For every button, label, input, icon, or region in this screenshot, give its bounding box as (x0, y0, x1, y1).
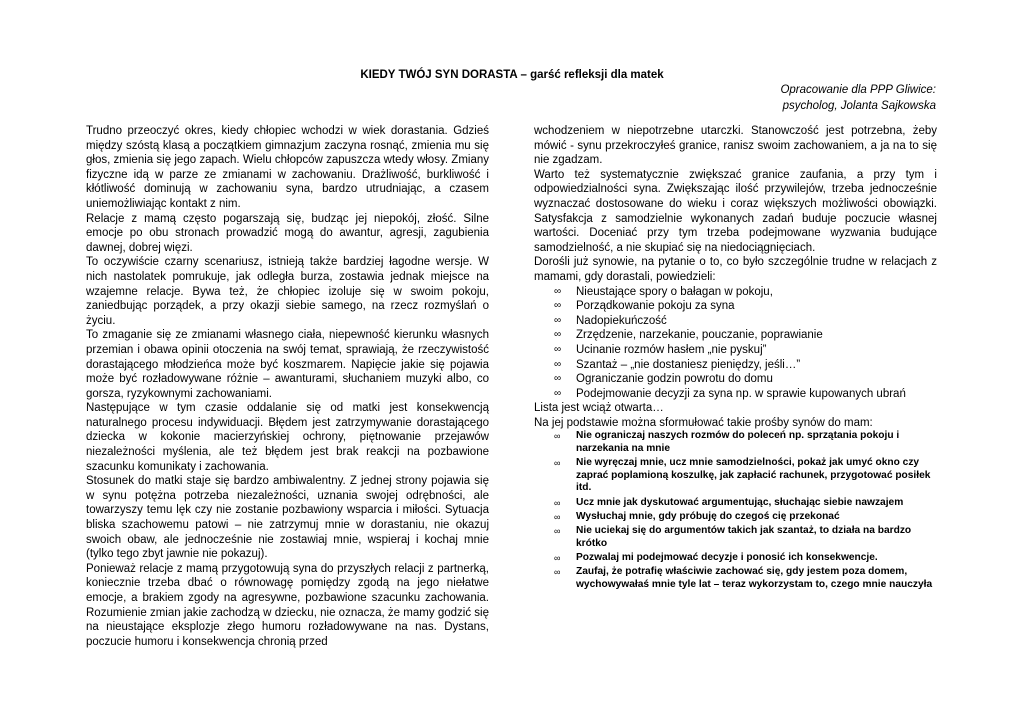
list-item: ∞ Zrzędzenie, narzekanie, pouczanie, poprawianie (554, 329, 823, 342)
infinity-bullet-icon: ∞ (554, 387, 562, 399)
list-item: ∞ Ucinanie rozmów hasłem „nie pyskuj” (554, 343, 767, 356)
difficulties-list (534, 285, 937, 402)
paragraph: Relacje z mamą często pogarszają się, budząc jej niepokój, złość. Silne emocje po obu stronach prowadzić mogą do awantur, agresji, zagubienia dawnej, dobrej więzi. (86, 212, 489, 254)
paragraph: Lista jest wciąż otwarta… (534, 402, 664, 415)
paragraph: Warto też systematycznie zwiększać granice zaufania, a przy tym i odpowiedzialności syna. Zwiększając ilość przywilejów, trzeba jednocześnie wyznaczać dostosowane do wieku i coraz większych możliwości obowiązki. Satysfakcja z samodzielnie wykonanych zadań buduje poczucie własnej wartości. Doceniać przy tym trzeba podejmowane wyzwania budujące samodzielność, a nie skupiać się na niedociągnięciach. (534, 168, 937, 254)
infinity-bullet-icon: ∞ (554, 329, 562, 341)
infinity-bullet-icon: ∞ (554, 511, 561, 522)
author-line-1: Opracowanie dla PPP Gliwice: (780, 84, 936, 96)
infinity-bullet-icon: ∞ (554, 285, 562, 297)
paragraph: Dorośli już synowie, na pytanie o to, co było szczególnie trudne w relacjach z mamami, gdy dorastali, powiedzieli: (534, 256, 937, 283)
list-item: ∞ Pozwalaj mi podejmować decyzje i ponosić ich konsekwencje. (554, 551, 878, 563)
list-item: ∞ Nadopiekuńczość (554, 314, 667, 327)
list-item: ∞ Nie ograniczaj naszych rozmów do poleceń np. sprzątania pokoju i narzekania na mnie (554, 430, 900, 455)
list-item: ∞ Szantaż – „nie dostaniesz pieniędzy, jeśli…” (554, 358, 801, 371)
paragraph: wchodzeniem w niepotrzebne utarczki. Stanowczość jest potrzebna, żeby mówić - synu przekroczyłeś granice, ranisz swoim zachowaniem, a ja na to się nie zgadzam. (534, 125, 937, 167)
infinity-bullet-icon: ∞ (554, 552, 561, 563)
list-item: ∞ Wysłuchaj mnie, gdy próbuję do czegoś cię przekonać (554, 510, 840, 522)
list-item: ∞ Porządkowanie pokoju za syna (554, 300, 735, 313)
paragraph: Na jej podstawie można sformułować takie prośby synów do mam: (534, 416, 873, 429)
list-item: ∞ Nie uciekaj się do argumentów takich jak szantaż, to działa na bardzo krótko (554, 525, 912, 549)
infinity-bullet-icon: ∞ (554, 314, 562, 326)
infinity-bullet-icon: ∞ (554, 300, 562, 312)
list-item: ∞ Nie wyręczaj mnie, ucz mnie samodzielności, pokaż jak umyć okno czy zaprać poplamioną koszulkę, jak zapłacić rachunek, przygotować posiłek itd. (554, 457, 931, 494)
list-item: ∞ Podejmowanie decyzji za syna np. w sprawie kupowanych ubrań (554, 387, 906, 400)
infinity-bullet-icon: ∞ (554, 526, 561, 536)
paragraph: Ponieważ relacje z mamą przygotowują syna do przyszłych relacji z partnerką, koniecznie trzeba dbać o równowagę pomiędzy zgodą na jego niełatwe emocje, a brakiem zgody na agresywne, pozbawione szacunku zachowania. Rozumienie zmian jakie zachodzą w dziecku, nie oznacza, że mamy godzić się na nieustające eksplozje złego humoru rozładowywane na nas. Dystans, poczucie humoru i konsekwencja chronią przed (86, 562, 489, 648)
infinity-bullet-icon: ∞ (554, 497, 561, 508)
paragraph: To oczywiście czarny scenariusz, istnieją także bardziej łagodne wersje. W nich nastolatek pomrukuje, jak odległa burza, zostawia jednak miejsce na wzajemne relacje. Bywa też, że chłopiec izoluje się w swoim pokoju, zaniedbując porządek, a przy okazji siebie samego, na rzecz rozmyślań o życiu. (86, 256, 489, 327)
infinity-bullet-icon: ∞ (554, 566, 561, 577)
author-block (780, 83, 936, 114)
list-item: ∞ Ograniczanie godzin powrotu do domu (554, 373, 773, 386)
infinity-bullet-icon: ∞ (554, 373, 562, 385)
paragraph: Następujące w tym czasie oddalanie się od matki jest konsekwencją naturalnego procesu indywiduacji. Błędem jest zatrzymywanie dorastającego dziecka w kokonie macierzyńskiej ochrony, piętnowanie przejawów niezależności myślenia, ale też błędem jest brak reakcji na pozbawione szacunku komunikaty i zachowania. (86, 402, 489, 473)
left-column (86, 124, 489, 649)
author-line-2: psycholog, Jolanta Sajkowska (782, 99, 936, 112)
paragraph: Stosunek do matki staje się bardzo ambiwalentny. Z jednej strony pojawia się w synu potężna potrzeba niezależności, uznania swojej odrębności, ale towarzyszy temu lęk czy nie zostanie pozbawiony wsparcia i miłości. Sytuacja bliska szachowemu patowi – nie zatrzymuj mnie w dorastaniu, nie okazuj swoich obaw, ale jednocześnie nie zostawiaj mnie, wspieraj i kochaj mnie (tylko tego zbyt jawnie nie pokazuj). (86, 475, 489, 561)
requests-list (534, 430, 937, 591)
document-title: KIEDY TWÓJ SYN DORASTA – garść refleksji dla matek (360, 69, 664, 81)
infinity-bullet-icon: ∞ (554, 458, 561, 469)
right-column (534, 124, 937, 593)
infinity-bullet-icon: ∞ (554, 343, 562, 355)
paragraph: Trudno przeoczyć okres, kiedy chłopiec wchodzi w wiek dorastania. Gdzieś między szóstą klasą a początkiem gimnazjum zaczyna rosnąć, zmienia mu się głos, zmienia się jego zapach. Wielu chłopców zapuszcza wtedy włosy. Zmiany fizyczne idą w parze ze zmianami w zachowaniu. Drażliwość, burkliwość i kłótliwość dominują w zachowaniu syna, bardzo utrudniając, a czasem uniemożliwiając kontakt z nim. (86, 125, 489, 210)
list-item: ∞ Ucz mnie jak dyskutować argumentując, słuchając siebie nawzajem (554, 496, 904, 508)
infinity-bullet-icon: ∞ (554, 431, 561, 442)
infinity-bullet-icon: ∞ (554, 358, 562, 370)
paragraph: To zmaganie się ze zmianami własnego ciała, niepewność kierunku własnych przemian i obawa opinii otoczenia na swój temat, sprawiają, że rzeczywistość dorastającego młodzieńca może być koszmarem. Napięcie jakie się pojawia może być rozładowywane różnie – awanturami, słuchaniem muzyki albo, co gorsza, ryzykownymi zachowaniami. (86, 329, 489, 400)
list-item: ∞ Zaufaj, że potrafię właściwie zachować się, gdy jestem poza domem, wychowywałaś mnie tyle lat – teraz wykorzystam to, czego mnie nauczyła (554, 565, 933, 590)
list-item: ∞ Nieustające spory o bałagan w pokoju, (554, 285, 773, 298)
